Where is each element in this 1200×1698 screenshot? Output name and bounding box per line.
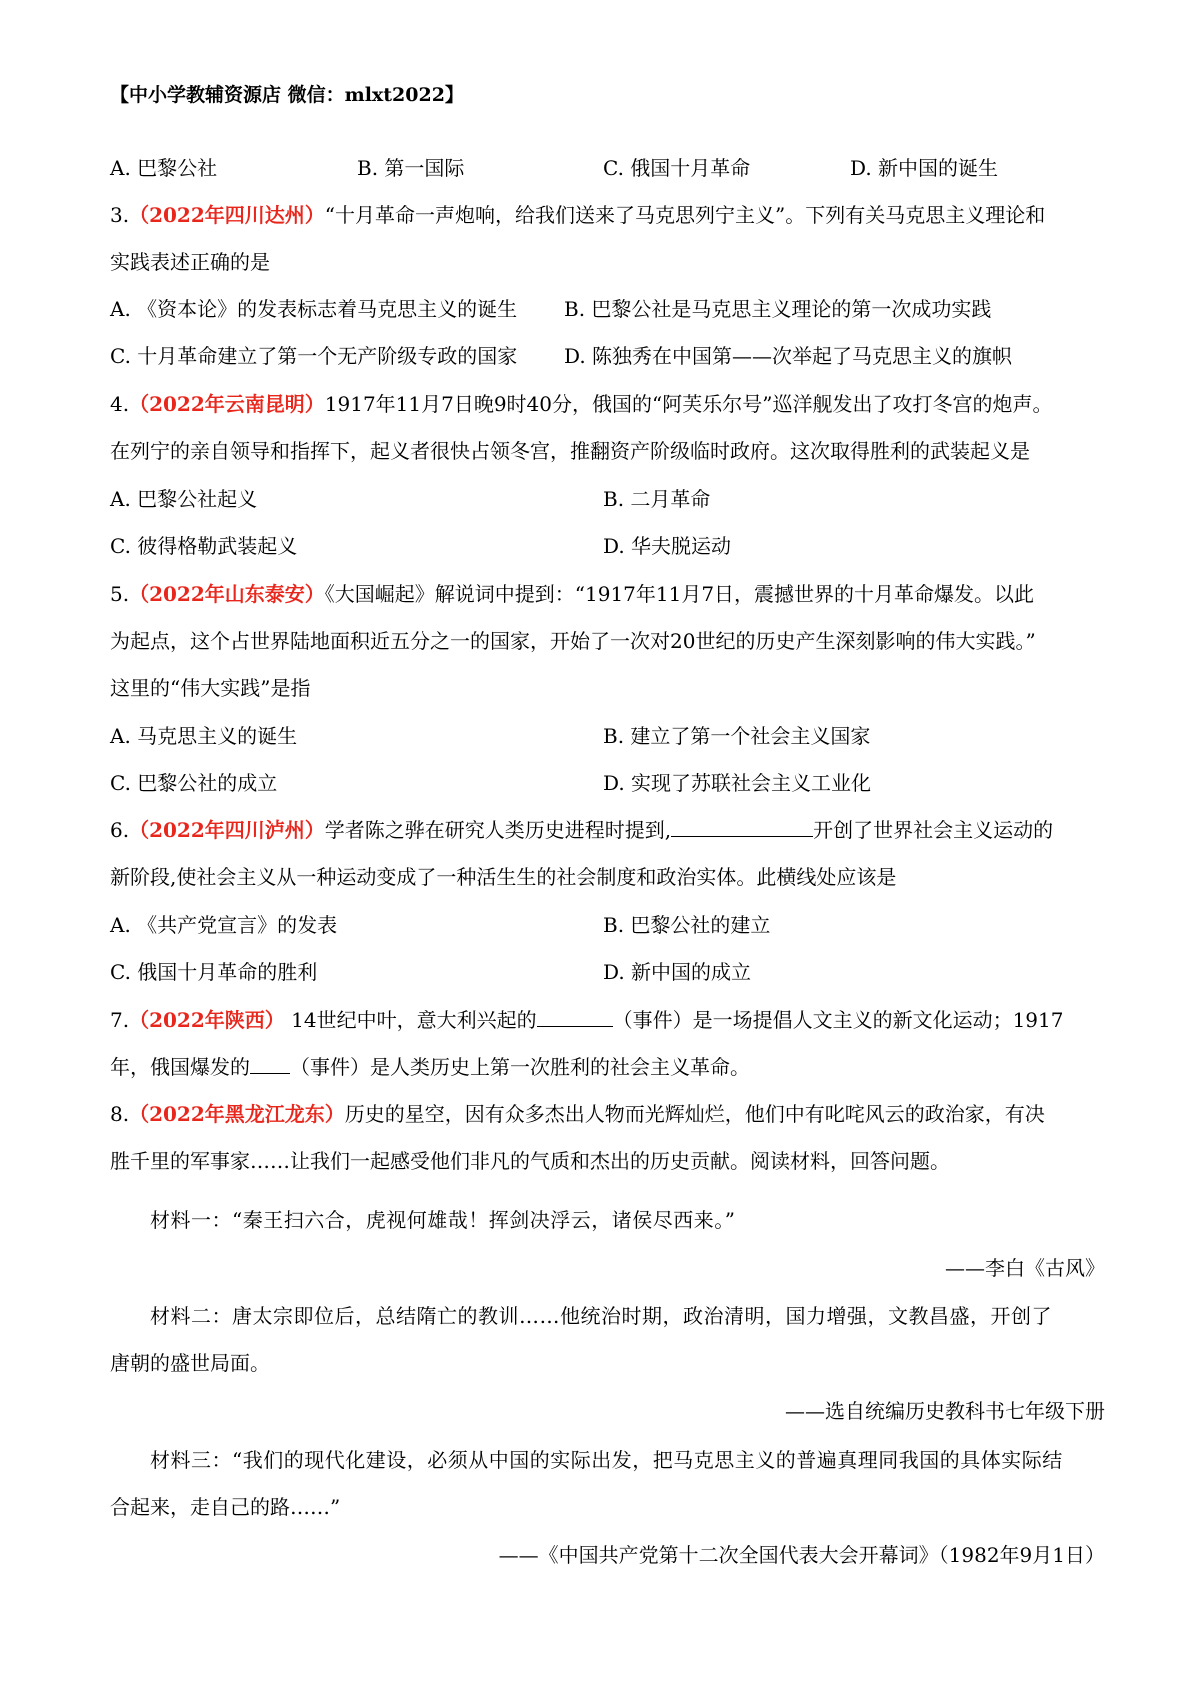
q6-option-a: A. 《共产党宣言》的发表 (110, 913, 338, 937)
question-text: 1917年11月7日晚9时40分，俄国的“阿芙乐尔号”巡洋舰发出了攻打冬宫的炮声。 (324, 392, 1053, 416)
q3-option-c: C. 十月革命建立了第一个无产阶级专政的国家 (110, 344, 518, 368)
question-source: （2022年山东泰安） (129, 582, 325, 606)
question-8-text-cont: 胜千里的军事家……让我们一起感受他们非凡的气质和杰出的历史贡献。阅读材料，回答问题。 (110, 1149, 950, 1173)
material-1-source: ——李白《古风》 (945, 1256, 1105, 1280)
q5-option-b: B. 建立了第一个社会主义国家 (603, 724, 871, 748)
question-text: （事件）是一场提倡人文主义的新文化运动；1917 (612, 1008, 1064, 1032)
question-number: 5. (110, 582, 130, 606)
question-text: 学者陈之骅在研究人类历史进程时提到, (324, 818, 672, 842)
material-3-source: ——《中国共产党第十二次全国代表大会开幕词》（1982年9月1日） (498, 1543, 1105, 1567)
material-2-source: ——选自统编历史教科书七年级下册 (785, 1399, 1105, 1423)
question-text: 年，俄国爆发的 (110, 1055, 250, 1079)
q6-option-d: D. 新中国的成立 (603, 960, 752, 984)
question-6-stem (110, 816, 1053, 844)
material-3-cont: 合起来，走自己的路……” (110, 1495, 341, 1519)
q3-option-a: A. 《资本论》的发表标志着马克思主义的诞生 (110, 297, 518, 321)
material-2: 材料二：唐太宗即位后，总结隋亡的教训……他统治时期，政治清明，国力增强，文教昌盛，开创了 (150, 1304, 1052, 1328)
question-number: 6. (110, 818, 130, 842)
question-text: 开创了世界社会主义运动的 (813, 818, 1054, 842)
material-3: 材料三：“我们的现代化建设，必须从中国的实际出发，把马克思主义的普遍真理同我国的具体实际结 (150, 1448, 1063, 1472)
answer-blank (250, 1053, 290, 1074)
answer-blank (537, 1006, 613, 1027)
page-header: 【中小学教辅资源店 微信：mlxt2022】 (110, 84, 464, 106)
q2-option-a: A. 巴黎公社 (110, 156, 218, 180)
answer-blank (671, 816, 813, 837)
question-3-stem (110, 201, 1045, 229)
question-source: （2022年黑龙江龙东） (129, 1102, 345, 1126)
q2-option-d: D. 新中国的诞生 (850, 156, 999, 180)
question-source: （2022年四川达州） (129, 203, 325, 227)
question-number: 4. (110, 392, 130, 416)
question-5-text-cont: 为起点，这个占世界陆地面积近五分之一的国家，开始了一次对20世纪的历史产生深刻影响的伟大实践。” (110, 629, 1036, 653)
question-source: （2022年四川泸州） (129, 818, 325, 842)
question-source: （2022年云南昆明） (129, 392, 325, 416)
q5-option-c: C. 巴黎公社的成立 (110, 771, 278, 795)
question-text: 《大国崛起》解说词中提到：“1917年11月7日，震撼世界的十月革命爆发。以此 (324, 582, 1035, 606)
question-7-stem (110, 1006, 1063, 1034)
question-number: 7. (110, 1008, 130, 1032)
q4-option-a: A. 巴黎公社起义 (110, 487, 258, 511)
q4-option-c: C. 彼得格勒武装起义 (110, 534, 298, 558)
question-5-text-cont-2: 这里的“伟大实践”是指 (110, 676, 311, 700)
q3-option-b: B. 巴黎公社是马克思主义理论的第一次成功实践 (564, 297, 992, 321)
question-7-text-cont (110, 1053, 750, 1081)
q4-option-d: D. 华夫脱运动 (603, 534, 732, 558)
q6-option-c: C. 俄国十月革命的胜利 (110, 960, 318, 984)
question-text: “十月革命一声炮响，给我们送来了马克思列宁主义”。下列有关马克思主义理论和 (324, 203, 1046, 227)
q2-option-b: B. 第一国际 (357, 156, 465, 180)
question-text: 历史的星空，因有众多杰出人物而光辉灿烂，他们中有叱咤风云的政治家，有决 (344, 1102, 1045, 1126)
question-number: 8. (110, 1102, 130, 1126)
question-4-stem (110, 390, 1052, 418)
q2-option-c: C. 俄国十月革命 (603, 156, 751, 180)
q5-option-a: A. 马克思主义的诞生 (110, 724, 298, 748)
q4-option-b: B. 二月革命 (603, 487, 711, 511)
question-3-text-cont: 实践表述正确的是 (110, 250, 270, 274)
question-source: （2022年陕西） (129, 1008, 285, 1032)
question-number: 3. (110, 203, 130, 227)
question-text: 14世纪中叶，意大利兴起的 (284, 1008, 537, 1032)
q5-option-d: D. 实现了苏联社会主义工业化 (603, 771, 872, 795)
question-5-stem (110, 580, 1034, 608)
q6-option-b: B. 巴黎公社的建立 (603, 913, 771, 937)
question-4-text-cont: 在列宁的亲自领导和指挥下，起义者很快占领冬宫，推翻资产阶级临时政府。这次取得胜利的武装起义是 (110, 439, 1030, 463)
q3-option-d: D. 陈独秀在中国第——次举起了马克思主义的旗帜 (564, 344, 1013, 368)
question-text: （事件）是人类历史上第一次胜利的社会主义革命。 (290, 1055, 750, 1079)
question-8-stem (110, 1100, 1045, 1128)
question-6-text-cont: 新阶段,使社会主义从一种运动变成了一种活生生的社会制度和政治实体。此横线处应该是 (110, 865, 897, 889)
material-2-cont: 唐朝的盛世局面。 (110, 1351, 270, 1375)
material-1: 材料一：“秦王扫六合，虎视何雄哉！挥剑决浮云，诸侯尽西来。” (150, 1208, 736, 1232)
